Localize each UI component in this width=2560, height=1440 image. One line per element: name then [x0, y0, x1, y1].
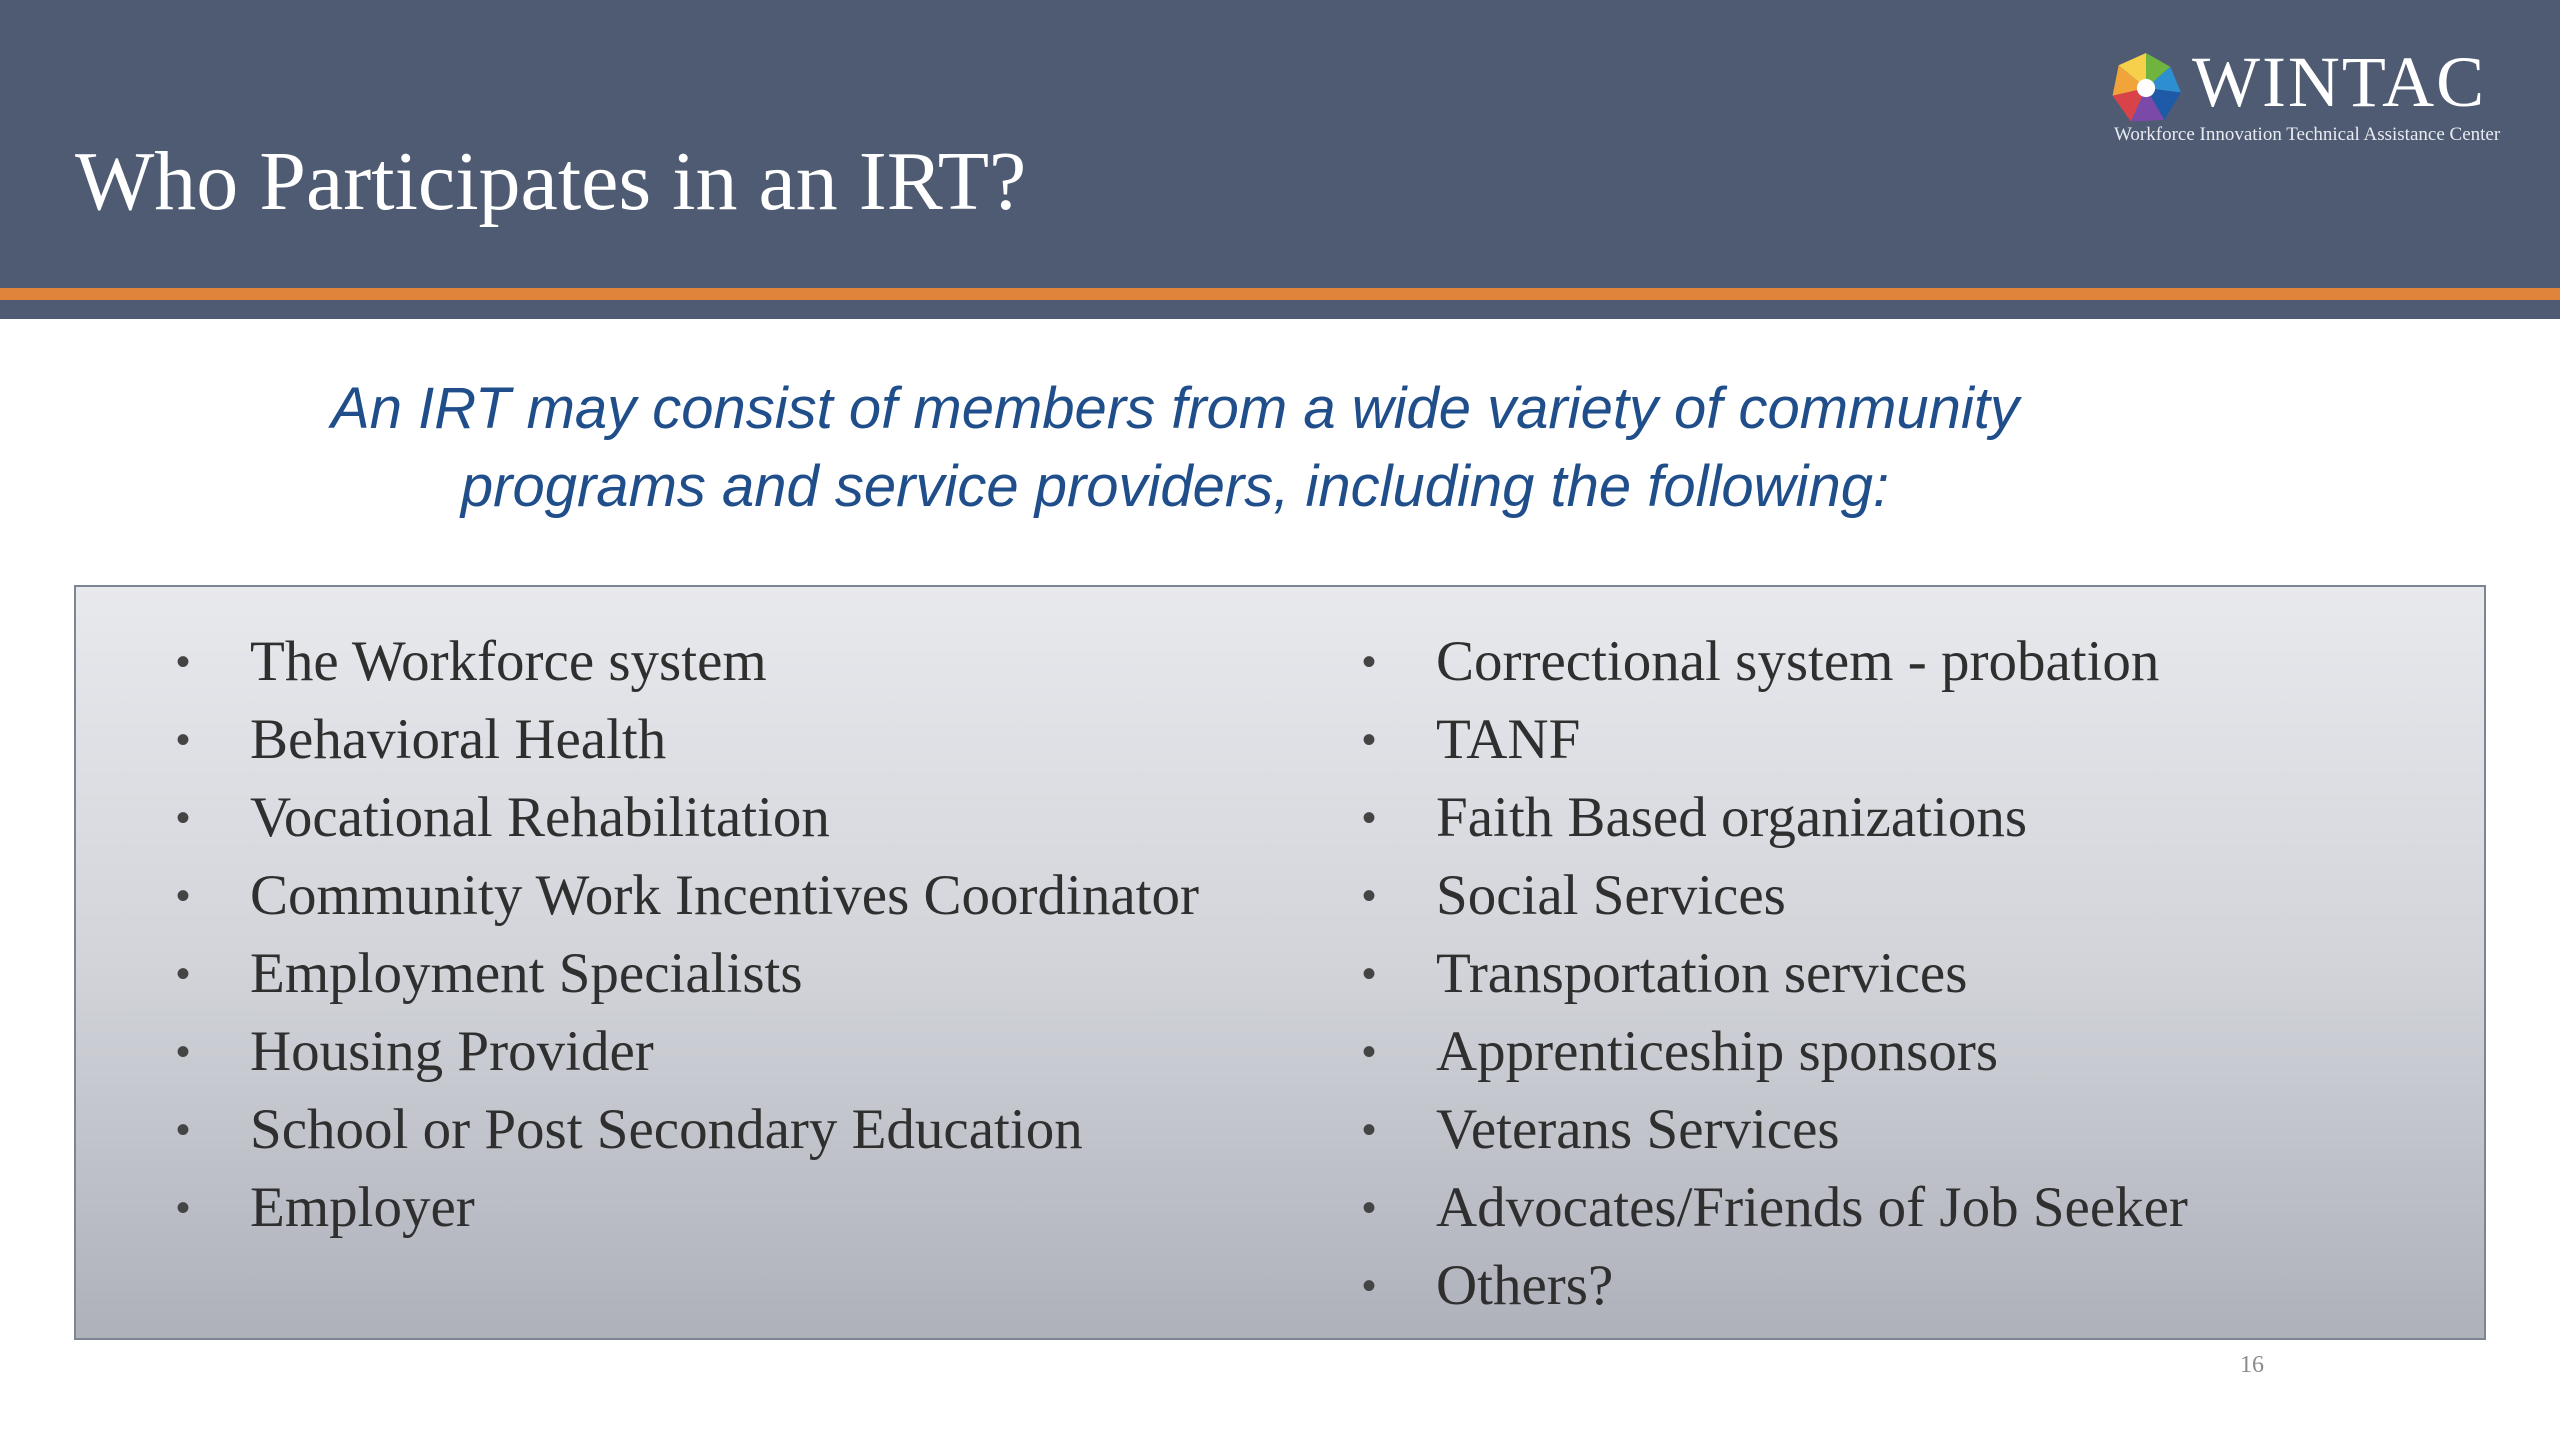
intro-text: [160, 370, 2190, 526]
list-item: [1362, 1173, 2442, 1243]
intro-line-1: An IRT may consist of members from a wide variety of community: [331, 376, 2019, 441]
bullet-icon: •: [176, 640, 191, 684]
pinwheel-logo-icon: [2108, 50, 2184, 126]
list-item: [176, 1173, 1256, 1243]
page-number: 16: [2240, 1352, 2264, 1378]
bullet-icon: •: [176, 796, 191, 840]
participants-list-left: [176, 627, 1256, 1251]
list-item: [176, 705, 1256, 775]
list-item: [176, 1095, 1256, 1165]
bullet-icon: •: [176, 1108, 191, 1152]
list-item-label: Faith Based organizations: [1436, 786, 2028, 849]
bullet-icon: •: [176, 1186, 191, 1230]
bullet-icon: •: [1362, 718, 1377, 762]
bullet-icon: •: [1362, 796, 1377, 840]
divider-stripe: [0, 300, 2560, 319]
slide-title: Who Participates in an IRT?: [75, 135, 1027, 228]
list-item: [1362, 627, 2442, 697]
list-item: [1362, 1095, 2442, 1165]
list-item-label: TANF: [1436, 708, 1581, 771]
list-item-label: Apprenticeship sponsors: [1436, 1020, 1999, 1083]
wintac-logo: [2108, 42, 2528, 150]
list-item: [1362, 783, 2442, 853]
logo-wordmark: WINTAC: [2192, 42, 2487, 122]
list-item: [1362, 1251, 2442, 1321]
list-item: [1362, 861, 2442, 931]
list-item-label: Behavioral Health: [250, 708, 667, 771]
list-item: [1362, 1017, 2442, 1087]
list-item-label: Transportation services: [1436, 942, 1968, 1005]
list-item-label: Advocates/Friends of Job Seeker: [1436, 1176, 2188, 1239]
list-item-label: Others?: [1436, 1254, 1614, 1317]
intro-line-2: programs and service providers, including the following:: [460, 454, 1890, 519]
participants-list-right: [1362, 627, 2442, 1329]
list-item-label: Housing Provider: [250, 1020, 654, 1083]
bullet-icon: •: [176, 874, 191, 918]
list-item-label: School or Post Secondary Education: [250, 1098, 1083, 1161]
list-item: [176, 627, 1256, 697]
list-item-label: Employment Specialists: [250, 942, 803, 1005]
accent-stripe: [0, 288, 2560, 300]
bullet-icon: •: [1362, 1186, 1377, 1230]
list-item-label: Community Work Incentives Coordinator: [250, 864, 1199, 927]
bullet-icon: •: [176, 718, 191, 762]
bullet-icon: •: [1362, 1030, 1377, 1074]
participants-panel: [74, 585, 2486, 1340]
list-item: [176, 783, 1256, 853]
list-item-label: The Workforce system: [250, 630, 767, 693]
list-item: [1362, 705, 2442, 775]
bullet-icon: •: [1362, 952, 1377, 996]
list-item-label: Veterans Services: [1436, 1098, 1840, 1161]
logo-tagline: Workforce Innovation Technical Assistance Center: [2114, 124, 2501, 145]
title-bar: [0, 0, 2560, 288]
list-item: [176, 861, 1256, 931]
bullet-icon: •: [1362, 1108, 1377, 1152]
bullet-icon: •: [176, 952, 191, 996]
bullet-icon: •: [1362, 1264, 1377, 1308]
bullet-icon: •: [1362, 874, 1377, 918]
list-item-label: Social Services: [1436, 864, 1786, 927]
bullet-icon: •: [176, 1030, 191, 1074]
list-item-label: Vocational Rehabilitation: [250, 786, 830, 849]
list-item-label: Employer: [250, 1176, 475, 1239]
list-item: [1362, 939, 2442, 1009]
list-item-label: Correctional system - probation: [1436, 630, 2160, 693]
list-item: [176, 939, 1256, 1009]
list-item: [176, 1017, 1256, 1087]
bullet-icon: •: [1362, 640, 1377, 684]
